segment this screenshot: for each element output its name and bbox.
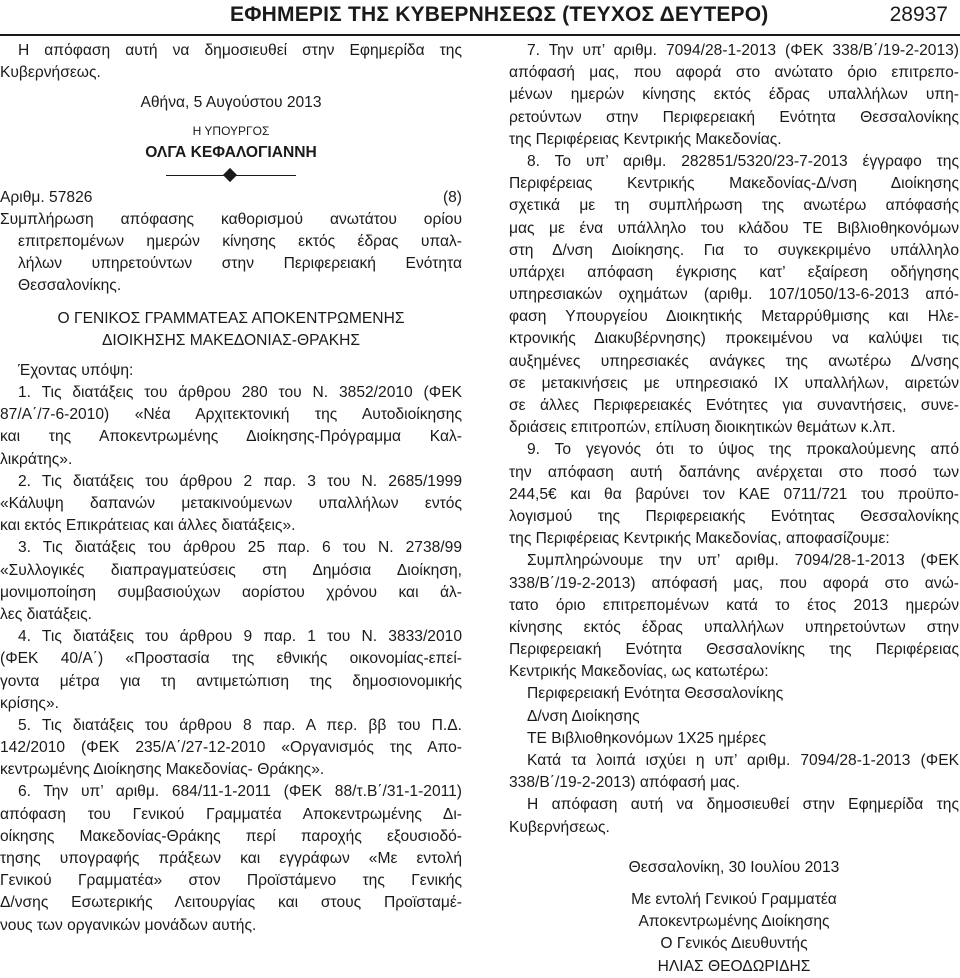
body-line: 7. Την υπ’ αριθμ. 7094/28-1-2013 (ΦΕΚ 338/Β΄/19-2-2013) — [527, 42, 959, 59]
body-line: 6. Την υπ’ αριθμ. 684/11-1-2011 (ΦΕΚ 88/τ.Β΄/31-1-2011) — [18, 783, 462, 801]
page-number: 28937 — [889, 3, 948, 26]
body-line: απόφαση του Γενικού Γραμματέα Αποκεντρωμένης Δι- — [0, 805, 462, 823]
body-line: σχετικά με τη συμπλήρωση της ανωτέρω απόφασής — [509, 197, 959, 215]
body-line: 9. Το γεγονός ότι το ύψος της προκαλούμενης από — [527, 441, 959, 459]
considering-label: Έχοντας υπόψη: — [18, 361, 134, 379]
body-line: 8. Το υπ’ αριθμ. 282851/5320/23-7-2013 έγγραφο της — [527, 152, 959, 170]
body-line: «Συλλογικές διαπραγματεύσεις στη Δημόσια Διοίκηση, — [0, 561, 462, 579]
body-line: Κυβερνήσεως. — [509, 818, 610, 836]
body-line: Περιφερειακή Ενότητα Θεσσαλονίκης της Περιφέρειας — [509, 641, 959, 659]
body-line: (ΦΕΚ 40/Α΄) «Προστασία της εθνικής οικονομίας-επεί- — [0, 650, 462, 668]
body-line: αυξημένες υπηρεσιακές ανάγκες της ανωτέρω Δ/νσης — [509, 352, 959, 370]
body-line: 1. Τις διατάξεις του άρθρου 280 του Ν. 3852/2010 (ΦΕΚ — [18, 384, 462, 402]
body-line: σε άλλες Περιφερειακές Ενότητες για συναντήσεις, συνε- — [509, 397, 959, 414]
body-line: γοντα μέτρα για τη αντιμετώπιση της δημοσιονομικής — [0, 672, 462, 690]
body-line: 244,5€ και θα βαρύνει τον ΚΑΕ 0711/721 του προϋπο- — [509, 485, 959, 503]
body-line: νους των οργανικών μονάδων αυτής. — [0, 916, 257, 934]
decision-heading — [0, 187, 462, 209]
gazette-title: ΕΦΗΜΕΡΙΣ ΤΗΣ ΚΥΒΕΡΝΗΣΕΩΣ (ΤΕΥΧΟΣ ΔΕΥΤΕΡΟ) — [230, 3, 769, 26]
body-line: Κατά τα λοιπά ισχύει η υπ’ αριθμ. 7094/28-1-2013 (ΦΕΚ — [527, 752, 959, 769]
decision-title-line: Συμπλήρωση απόφασης καθορισμού ανωτάτου ορίου — [0, 210, 462, 228]
body-line: Δ/νσης Εσωτερικής Λειτουργίας και στους Προϊσταμέ- — [0, 894, 462, 912]
body-line: «Κάλυψη δαπανών μετακινούμενων υπαλλήλων εντός — [0, 495, 462, 512]
body-line: τησης υπογραφής πράξεων και εγγράφων «Με εντολή — [0, 850, 462, 867]
authority-line: ΔΙΟΙΚΗΣΗΣ ΜΑΚΕΔΟΝΙΑΣ-ΘΡΑΚΗΣ — [101, 331, 361, 349]
signature-line: Αποκεντρωμένης Διοίκησης — [638, 913, 830, 931]
body-line: Περιφέρειας Κεντρικής Μακεδονίας-Δ/νση Διοίκησης — [509, 175, 959, 193]
page-header — [0, 0, 960, 36]
body-line: 4. Τις διατάξεις του άρθρου 9 παρ. 1 του Ν. 3833/2010 — [18, 628, 462, 646]
signer-role: Η ΥΠΟΥΡΓΟΣ — [192, 123, 270, 138]
body-line: 142/2010 (ΦΕΚ 235/Α΄/27-12-2010 «Οργανισμός της Απο- — [0, 739, 462, 757]
closing-date: Θεσσαλονίκη, 30 Ιουλίου 2013 — [628, 858, 840, 876]
body-line: 338/Β΄/19-2-2013) απόφασή μας, που αφορά στο ανώ- — [509, 574, 959, 592]
body-line: Η απόφαση αυτή να δημοσιευθεί στην Εφημερίδα της — [527, 796, 959, 814]
body-line: λες διατάξεις. — [0, 605, 92, 623]
body-line: 87/Α΄/7-6-2010) «Νέα Αρχιτεκτονική της Αυτοδιοίκησης — [0, 406, 462, 424]
left-column — [0, 40, 462, 937]
body-line: και εκτός Επικράτειας και άλλες διατάξεις». — [0, 517, 296, 535]
body-line: σε μετακινήσεις με υπηρεσιακό ΙΧ υπαλλήλων, αιρετών — [509, 374, 959, 392]
body-line: φαση Υπουργείου Διοικητικής Μεταρρύθμισης και Ηλε- — [509, 308, 959, 326]
signature-line: Ο Γενικός Διευθυντής — [660, 935, 808, 953]
signing-date: Αθήνα, 5 Αυγούστου 2013 — [140, 94, 322, 112]
signature-line: ΗΛΙΑΣ ΘΕΟΔΩΡΙΔΗΣ — [657, 957, 811, 975]
body-line: της Περιφέρειας Κεντρικής Μακεδονίας. — [509, 130, 782, 148]
body-line: ρετούντων στην Περιφερειακή Ενότητα Θεσσαλονίκης — [509, 108, 959, 126]
body-line: Κεντρικής Μακεδονίας, ως κατωτέρω: — [509, 663, 769, 681]
body-line: και της Αποκεντρωμένης Διοίκησης-Πρόγραμμα Καλ- — [0, 428, 462, 446]
body-line: Γενικού Γραμματέα» στον Προϊστάμενο της Γενικής — [0, 872, 462, 890]
body-line: 5. Τις διατάξεις του άρθρου 8 παρ. Α περ. ββ του Π.Δ. — [18, 716, 462, 734]
body-line: ΤΕ Βιβλιοθηκονόμων 1Χ25 ημέρες — [527, 729, 767, 747]
body-line: μένων ημερών κίνησης εκτός έδρας υπαλλήλων υπη- — [509, 86, 959, 104]
left-body — [0, 382, 462, 937]
body-line: μονιμοποίηση συμβασιούχων αορίστου χρόνου και άλ- — [0, 583, 462, 601]
decision-title-line: επιτρεπομένων ημερών κίνησης εκτός έδρας υπαλ- — [18, 232, 462, 250]
right-column — [509, 40, 959, 978]
authority-line: Ο ΓΕΝΙΚΟΣ ΓΡΑΜΜΑΤΕΑΣ ΑΠΟΚΕΝΤΡΩΜΕΝΗΣ — [57, 309, 405, 327]
intro-line: Κυβερνήσεως. — [0, 64, 101, 82]
right-body — [509, 40, 959, 839]
body-line: 338/Β΄/19-2-2013) απόφασή μας. — [509, 774, 740, 792]
body-line: οίκησης Μακεδονίας-Θράκης περί παροχής εξουσιοδό- — [0, 827, 462, 845]
body-line: Δ/νση Διοίκησης — [527, 707, 640, 725]
body-line: την απόφαση αυτή δαπάνης ανέρχεται στο ποσό των — [509, 463, 959, 481]
body-line: κρίσης». — [0, 694, 59, 712]
body-line: κίνησης εκτός έδρας υπαλλήλων υπηρετούντων στην — [509, 618, 959, 636]
body-line: λογισμού της Περιφερειακής Ενότητας Θεσσαλονίκης — [509, 507, 959, 525]
signature-line: Με εντολή Γενικού Γραμματέα — [631, 890, 837, 908]
body-line: δριάσεις επιτροπών, επίλυση διοικητικών θεμάτων κ.λπ. — [509, 419, 896, 437]
decision-index: (8) — [442, 188, 462, 206]
body-line: 3. Τις διατάξεις του άρθρου 25 παρ. 6 του Ν. 2738/99 — [18, 539, 462, 557]
body-line: απόφασή μας, που αφορά στο ανώτατο όριο επιτρεπο- — [509, 64, 959, 82]
body-line: υπηρεσιακών οχημάτων (αριθμ. 107/1050/13-6-2013 από- — [509, 286, 959, 304]
decision-title-line: Θεσσαλονίκης. — [18, 277, 122, 295]
decision-title-line: λήλων υπηρετούντων στην Περιφερειακή Ενότητα — [18, 255, 462, 273]
section-divider — [166, 165, 296, 187]
body-line: μας με ένα υπάλληλο του κλάδου ΤΕ Βιβλιοθηκονόμων — [509, 219, 959, 237]
signer-name: ΟΛΓΑ ΚΕΦΑΛΟΓΙΑΝΝΗ — [145, 143, 317, 161]
body-line: κεντρωμένης Διοίκησης Μακεδονίας- Θράκης». — [0, 761, 325, 779]
body-line: κτρονικής Διακυβέρνησης) προκειμένου να καλύψει τις — [509, 330, 959, 348]
body-line: Περιφερειακή Ενότητα Θεσσαλονίκης — [527, 685, 784, 703]
body-line: Συμπληρώνουμε την υπ’ αριθμ. 7094/28-1-2013 (ΦΕΚ — [527, 552, 959, 570]
body-line: τατο όριο επιτρεπομένων κατά το έτος 2013 ημερών — [509, 596, 959, 614]
body-line: λικράτης». — [0, 450, 73, 468]
body-line: υπάρχει απόφαση έγκρισης κατ’ εξαίρεση οδήγησης — [509, 263, 959, 281]
diamond-icon — [223, 167, 237, 181]
intro-line: Η απόφαση αυτή να δημοσιευθεί στην Εφημερίδα της — [18, 42, 462, 59]
body-line: 2. Τις διατάξεις του άρθρου 2 παρ. 3 του Ν. 2685/1999 — [18, 472, 462, 490]
body-line: της Περιφέρειας Κεντρικής Μακεδονίας, αποφασίζουμε: — [509, 530, 890, 548]
decision-number: Αριθμ. 57826 — [0, 188, 93, 206]
body-line: στη Δ/νση Διοίκησης. Για το συγκεκριμένο υπάλληλο — [509, 241, 959, 259]
